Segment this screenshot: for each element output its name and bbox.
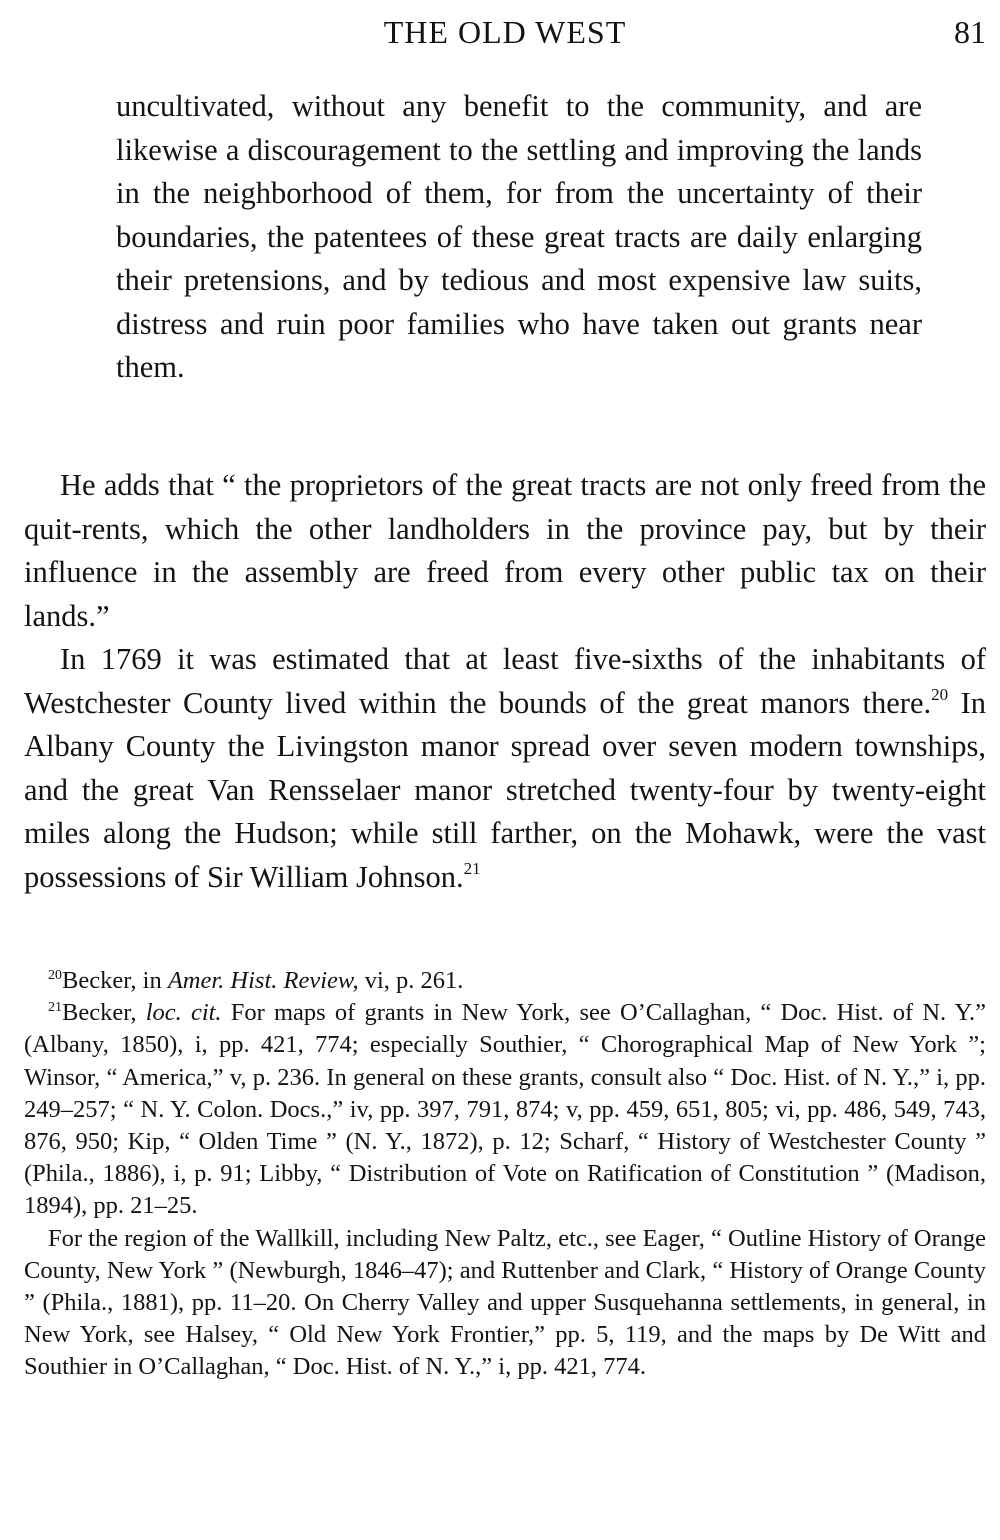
footnote-20-text-a: Becker, in — [62, 967, 168, 994]
footnote-21 — [24, 997, 986, 1222]
footnote-20-text-b: vi, p. 261. — [358, 967, 464, 994]
footnote-21-continued: For the region of the Wallkill, including New Paltz, etc., see Eager, “ Outline History of Orange County, New York ” (Newburgh, 1846–47); and Ruttenber and Clark, “ History of Orange County ” (Phila., 1881), pp. 11–20. On Cherry Valley and upper Susquehanna settlements, in general, in New York, see Halsey, “ Old New York Frontier,” pp. 5, 119, and the maps by De Witt and Southier in O’Callaghan, “ Doc. Hist. of N. Y.,” i, pp. 421, 774. — [24, 1224, 986, 1381]
footnote-21-number: 21 — [48, 1000, 62, 1016]
footnote-ref-20[interactable]: 20 — [931, 684, 949, 704]
footnote-21-text-b: For maps of grants in New York, see O’Callaghan, “ Doc. Hist. of N. Y.” (Albany, 1850), i, pp. 421, 774; especially Southier, “ Chorographical Map of New York ”; Winsor, “ America,” v, p. 236. In general on these grants, consult also “ Doc. Hist. of N. Y.,” i, pp. 249–257; “ N. Y. Colon. Docs.,” iv, pp. 397, 791, 874; v, pp. 459, 651, 805; vi, pp. 486, 549, 743, 876, 950; Kip, “ Olden Time ” (N. Y., 1872), p. 12; Scharf, “ History of Westchester County ” (Phila., 1886), i, p. 91; Libby, “ Distribution of Vote on Ratification of Constitution ” (Madison, 1894), pp. 21–25. — [24, 999, 986, 1220]
page-number: 81 — [954, 14, 986, 50]
book-page — [24, 0, 986, 1540]
footnote-ref-21[interactable]: 21 — [463, 858, 481, 878]
footnote-20 — [24, 965, 986, 997]
paragraph-2 — [24, 638, 986, 899]
footnote-20-number: 20 — [48, 968, 62, 983]
running-head — [24, 12, 986, 52]
paragraph-2-text-b: In Albany County the Livingston manor spread over seven modern townships, and the great Van Rensselaer manor stretched twenty-four by twenty-eight miles along the Hudson; while still farther, on the Mohawk, were the vast possessions of Sir William Johnson. — [24, 685, 986, 894]
block-quote: uncultivated, without any benefit to the community, and are likewise a discouragement to the settling and improving the lands in the neighborhood of them, for from the uncertainty of their boundaries, the patentees of these great tracts are daily enlarging their pretensions, and by tedious and most expensive law suits, distress and ruin poor families who have taken out grants near them. — [116, 89, 922, 384]
running-title: THE OLD WEST — [383, 14, 627, 50]
footnote-21-italic: loc. cit. — [145, 999, 222, 1027]
footnotes — [24, 965, 986, 1384]
paragraph-1: He adds that “ the proprietors of the great tracts are not only freed from the quit-rents, which the other landholders in the province pay, but by their influence in the assembly are freed from every other public tax on their lands.” — [24, 468, 986, 633]
body-text — [24, 464, 986, 899]
paragraph-2-text-a: In 1769 it was estimated that at least five-sixths of the inhabitants of Westchester County lived within the bounds of the great manors there. — [24, 642, 986, 720]
footnote-21-text-a: Becker, — [62, 999, 146, 1027]
footnote-20-italic: Amer. Hist. Review, — [167, 967, 359, 994]
